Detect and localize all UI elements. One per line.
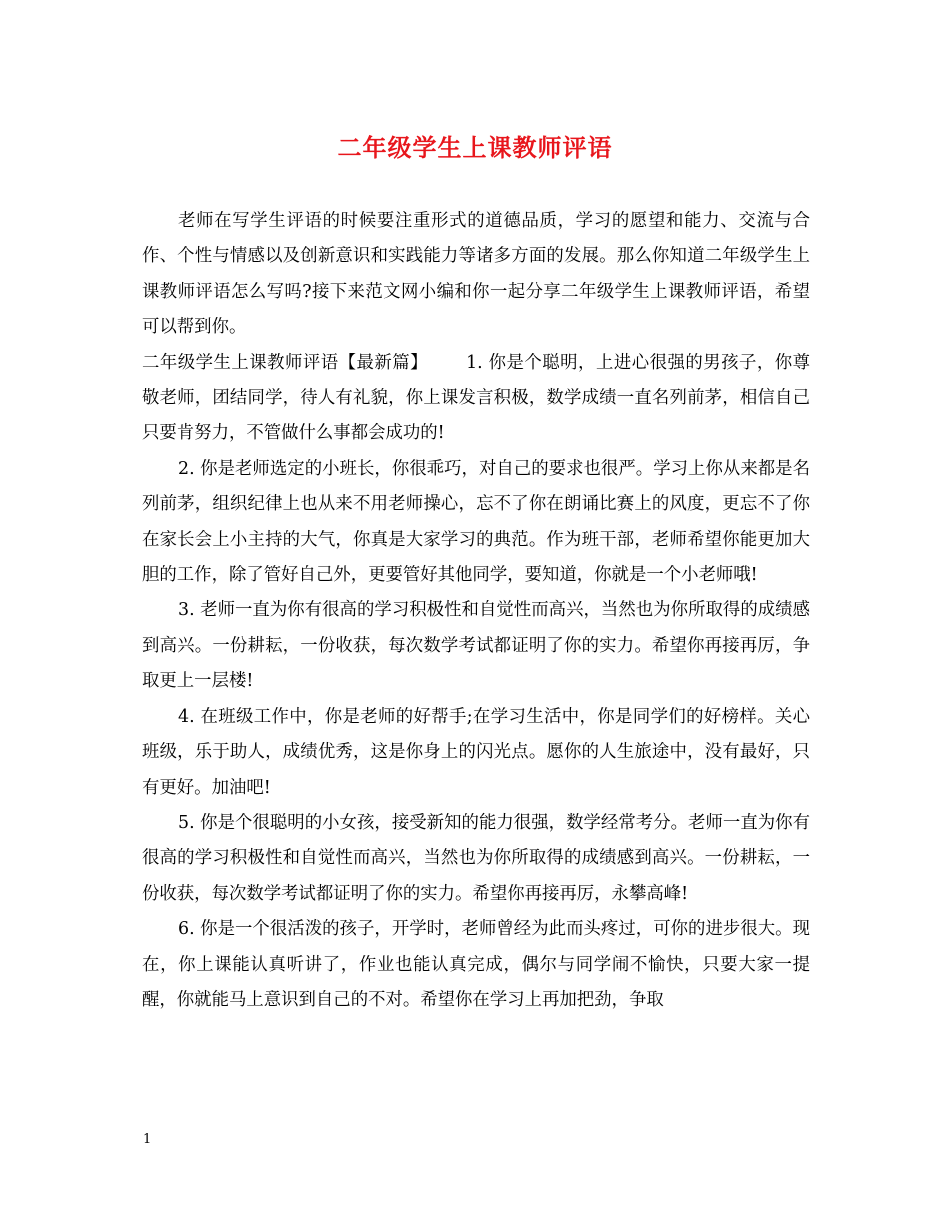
comment-item-3: 3. 老师一直为你有很高的学习积极性和自觉性而高兴，当然也为你所取得的成绩感到高兴。一份耕耘，一份收获，每次数学考试都证明了你的实力。希望你再接再厉，争取更上一层楼!	[142, 600, 810, 692]
section-paragraph	[142, 346, 810, 452]
comment-item-6: 6. 你是一个很活泼的孩子，开学时，老师曾经为此而头疼过，可你的进步很大。现在，你上课能认真听讲了，作业也能认真完成，偶尔与同学闹不愉快，只要大家一提醒，你就能马上意识到自己的不对。希望你在学习上再加把劲，争取	[142, 919, 810, 1010]
page-number: 1	[143, 1132, 152, 1147]
comment-item-1: 1. 你是个聪明，上进心很强的男孩子，你尊敬老师，团结同学，待人有礼貌，你上课发言积极，数学成绩一直名列前茅，相信自己只要肯努力，不管做什么事都会成功的!	[142, 352, 810, 444]
comment-item-2: 2. 你是老师选定的小班长，你很乖巧，对自己的要求也很严。学习上你从来都是名列前茅，组织纪律上也从来不用老师操心，忘不了你在朗诵比赛上的风度，更忘不了你在家长会上小主持的大气，你真是大家学习的典范。作为班干部，老师希望你能更加大胆的工作，除了管好自己外，更要管好其他同学，要知道，你就是一个小老师哦!	[142, 458, 810, 586]
comment-item-4: 4. 在班级工作中，你是老师的好帮手;在学习生活中，你是同学们的好榜样。关心班级，乐于助人，成绩优秀，这是你身上的闪光点。愿你的人生旅途中，没有最好，只有更好。加油吧!	[142, 706, 810, 798]
document-title: 二年级学生上课教师评语	[337, 133, 613, 162]
intro-paragraph: 老师在写学生评语的时候要注重形式的道德品质，学习的愿望和能力、交流与合作、个性与情感以及创新意识和实践能力等诸多方面的发展。那么你知道二年级学生上课教师评语怎么写吗?接下来范文网小编和你一起分享二年级学生上课教师评语，希望可以帮到你。	[142, 211, 810, 338]
document-body	[142, 204, 810, 1018]
section-heading: 二年级学生上课教师评语【最新篇】	[142, 352, 429, 373]
comment-item-5: 5. 你是个很聪明的小女孩，接受新知的能力很强，数学经常考分。老师一直为你有很高的学习积极性和自觉性而高兴，当然也为你所取得的成绩感到高兴。一份耕耘，一份收获，每次数学考试都证明了你的实力。希望你再接再厉，永攀高峰!	[142, 812, 810, 904]
